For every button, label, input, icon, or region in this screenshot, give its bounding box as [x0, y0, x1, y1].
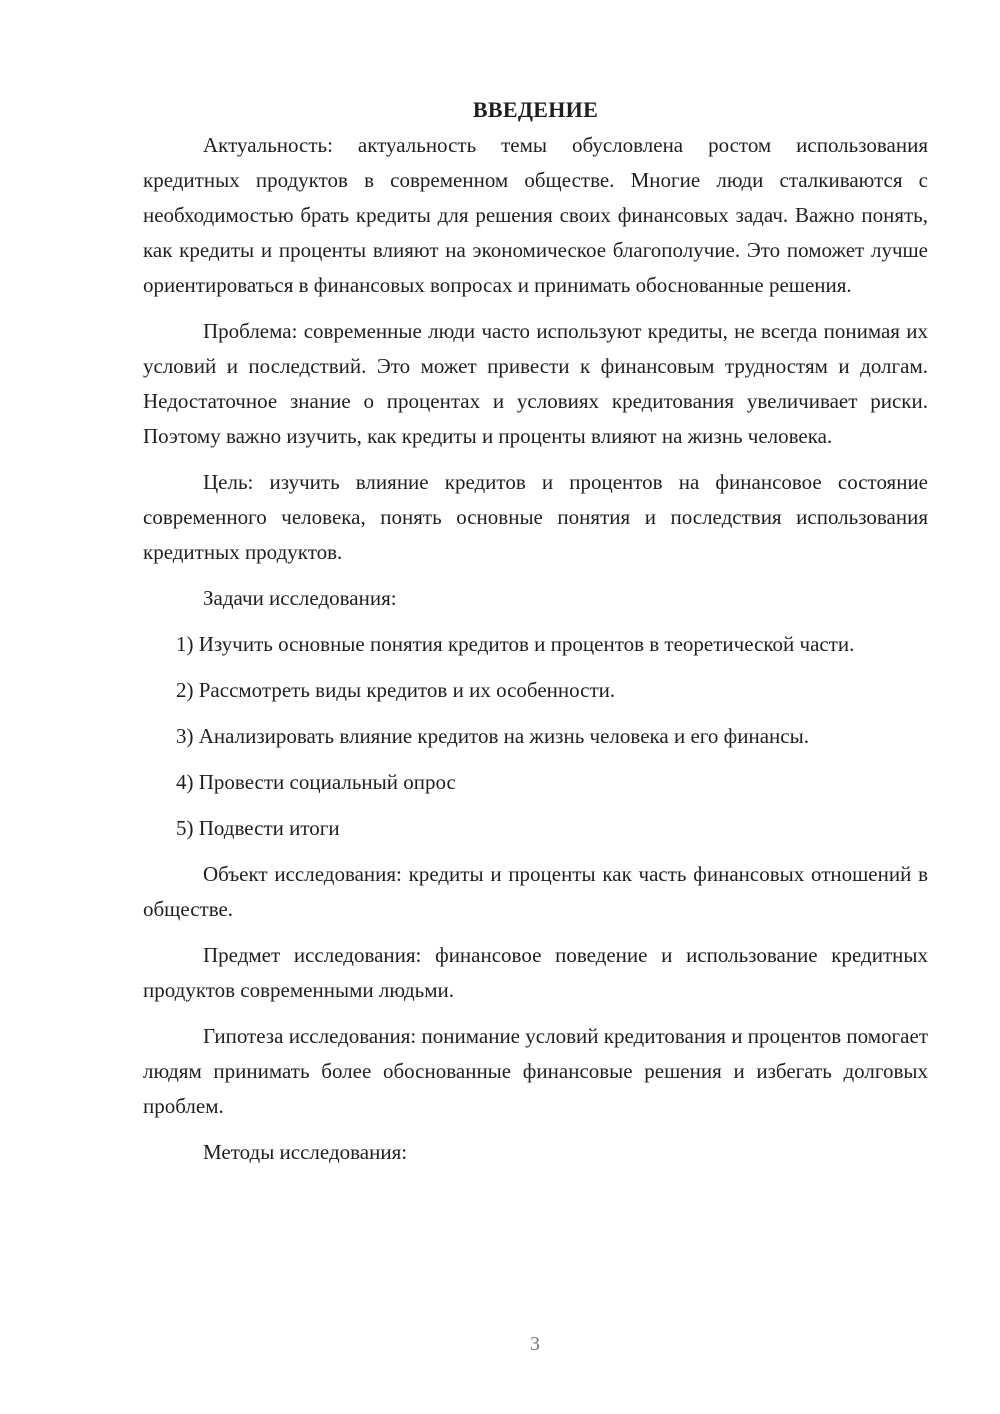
paragraph-tasks-heading: Задачи исследования:: [203, 586, 397, 610]
document-page: [143, 92, 928, 1170]
page-number: 3: [530, 1333, 540, 1355]
task-item: 5) Подвести итоги: [176, 816, 340, 840]
paragraph-subject: Предмет исследования: финансовое поведение и использование кредитных продуктов современными людьми.: [143, 943, 928, 1002]
paragraph-relevance: Актуальность: актуальность темы обусловлена ростом использования кредитных продуктов в современном обществе. Многие люди сталкиваются с необходимостью брать кредиты для решения своих финансовых задач. Важно понять, как кредиты и проценты влияют на экономическое благополучие. Это поможет лучше ориентироваться в финансовых вопросах и принимать обоснованные решения.: [143, 133, 928, 297]
paragraph-goal: Цель: изучить влияние кредитов и процентов на финансовое состояние современного человека, понять основные понятия и последствия использования кредитных продуктов.: [143, 470, 928, 564]
task-item: 1) Изучить основные понятия кредитов и процентов в теоретической части.: [176, 632, 855, 656]
task-item: 2) Рассмотреть виды кредитов и их особенности.: [176, 678, 616, 702]
task-item: 4) Провести социальный опрос: [176, 770, 456, 794]
paragraph-hypothesis: Гипотеза исследования: понимание условий кредитования и процентов помогает людям принимать более обоснованные финансовые решения и избегать долговых проблем.: [143, 1024, 928, 1118]
paragraph-object: Объект исследования: кредиты и проценты как часть финансовых отношений в обществе.: [143, 862, 928, 921]
task-item: 3) Анализировать влияние кредитов на жизнь человека и его финансы.: [176, 724, 809, 748]
section-title: ВВЕДЕНИЕ: [472, 97, 599, 122]
paragraph-problem: Проблема: современные люди часто используют кредиты, не всегда понимая их условий и последствий. Это может привести к финансовым трудностям и долгам. Недостаточное знание о процентах и условиях кредитования увеличивает риски. Поэтому важно изучить, как кредиты и проценты влияют на жизнь человека.: [143, 319, 928, 448]
paragraph-methods: Методы исследования:: [203, 1140, 408, 1164]
